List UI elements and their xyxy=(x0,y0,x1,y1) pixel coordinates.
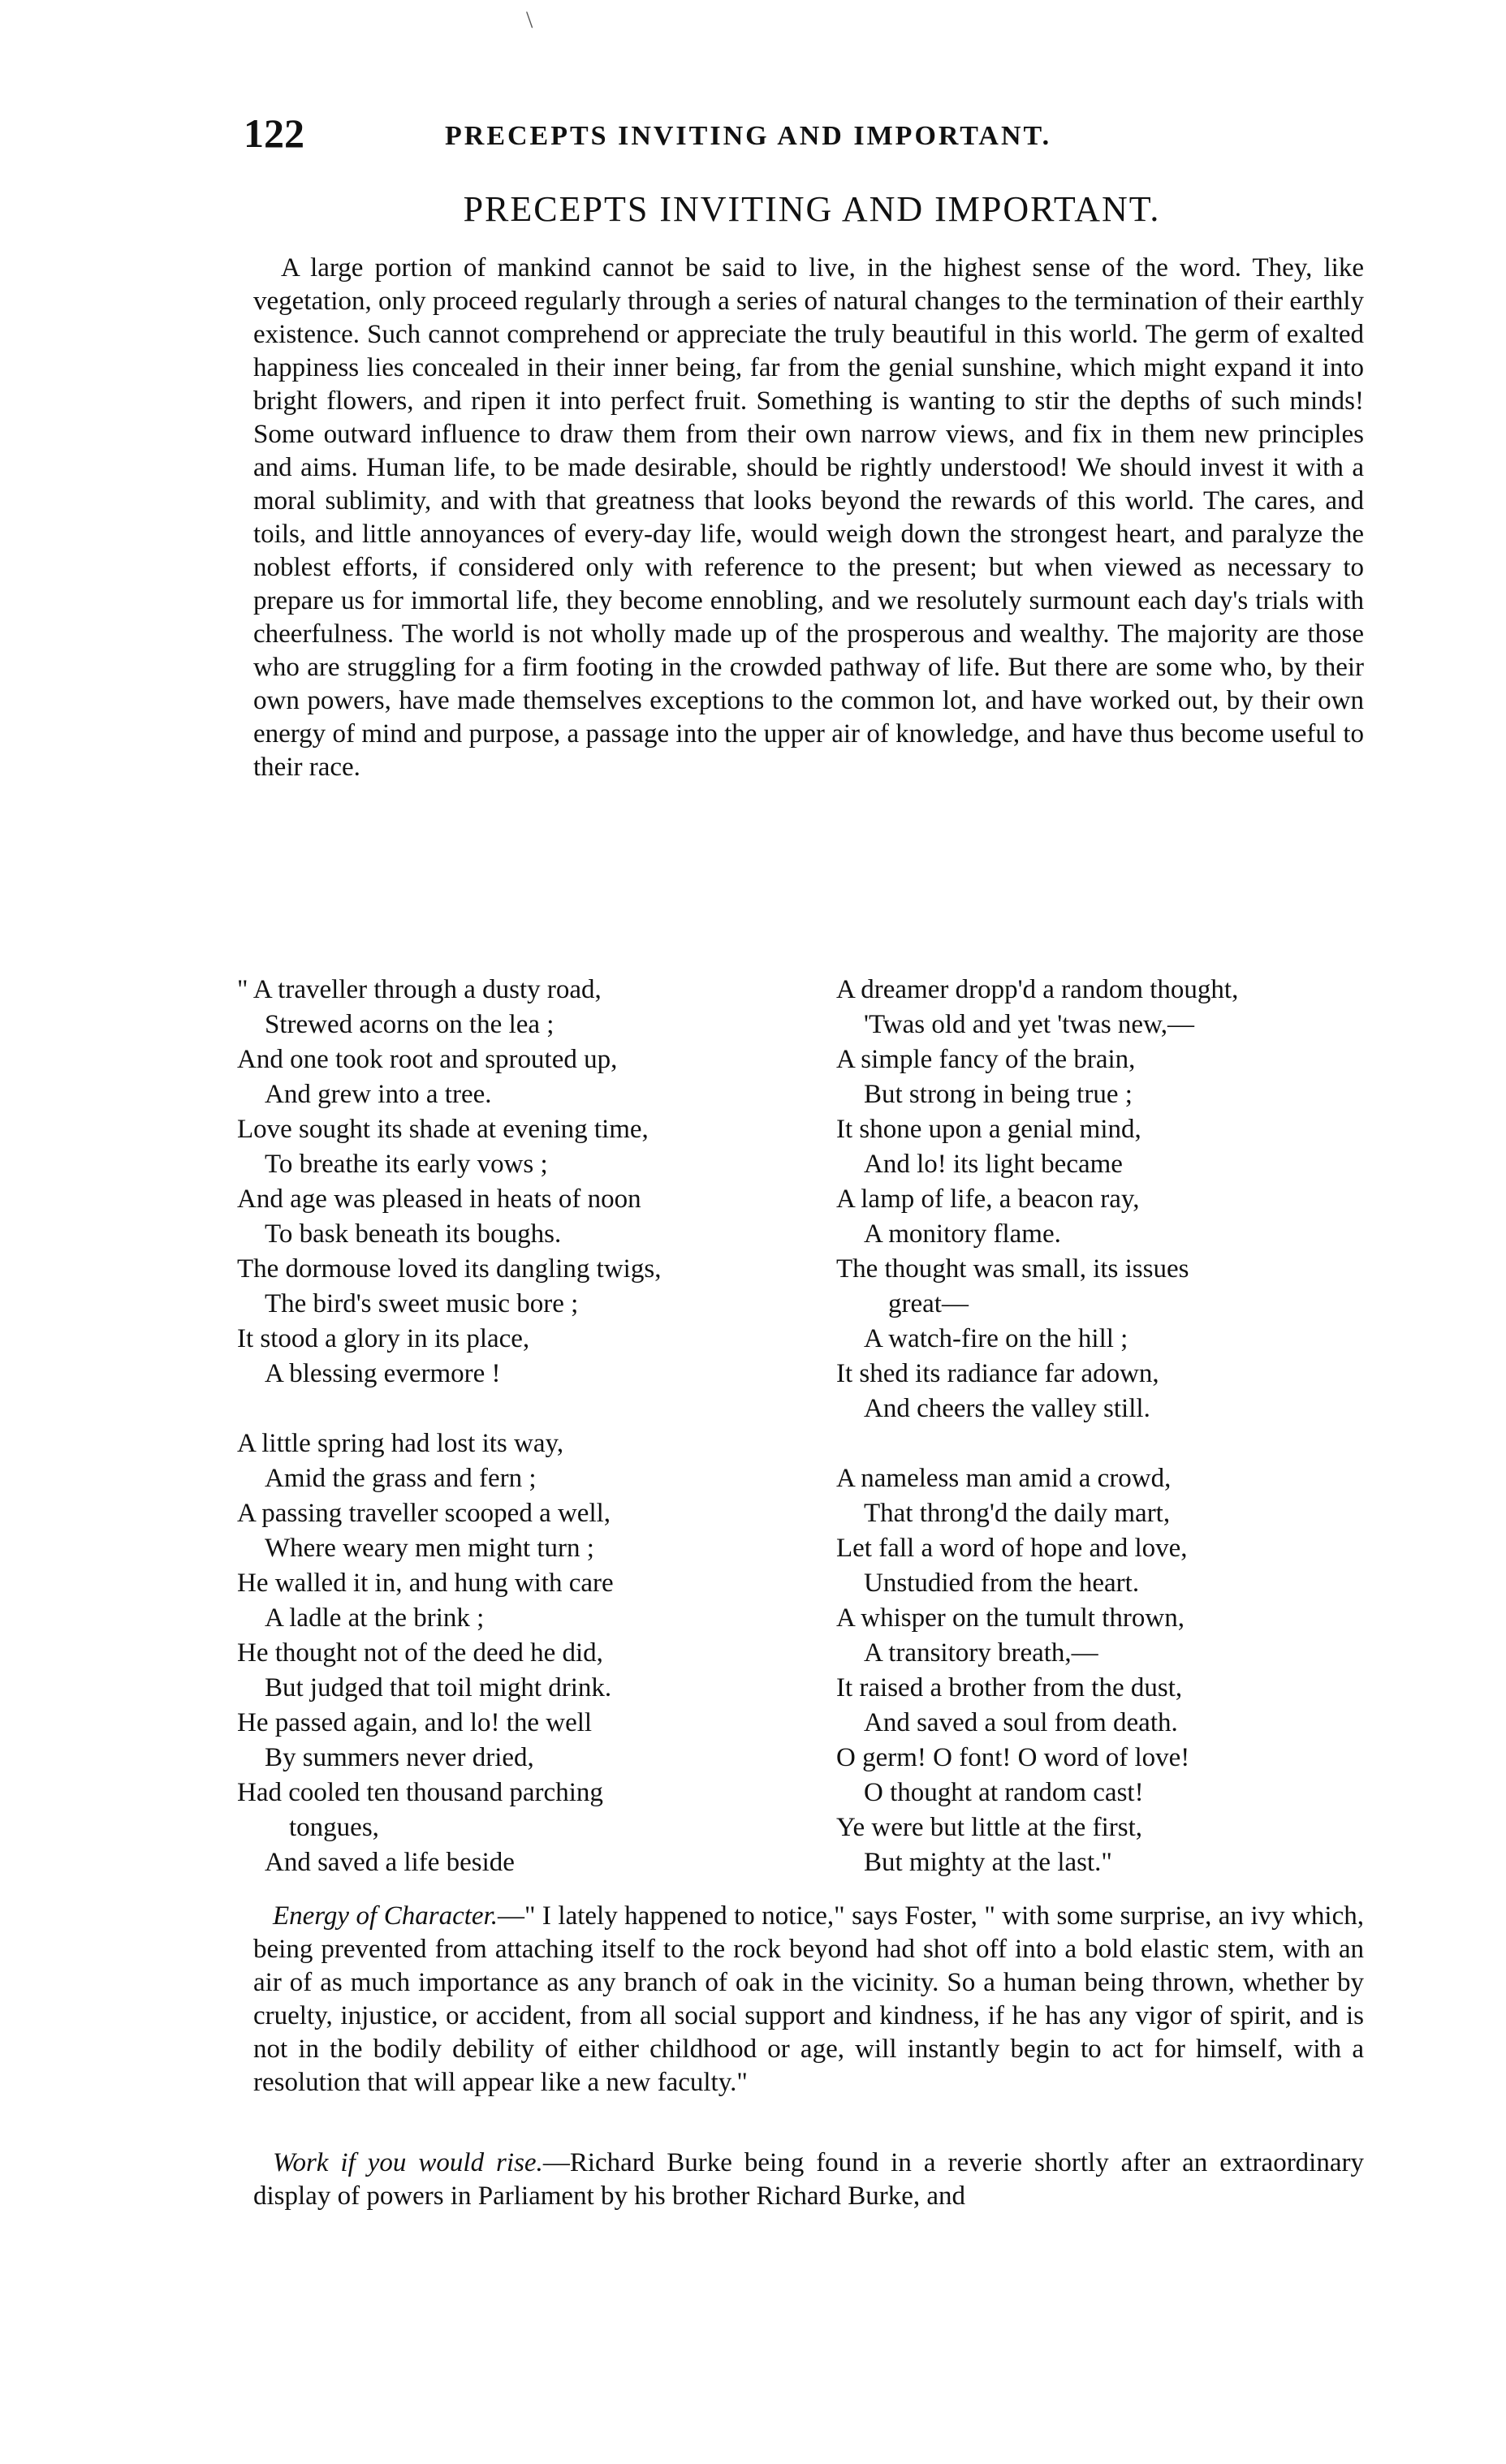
poem-line: It stood a glory in its place, xyxy=(237,1324,530,1353)
poem-line: 'Twas old and yet 'twas new,— xyxy=(864,1010,1195,1039)
energy-of-character-text: —" I lately happened to notice," says Foster, " with some surprise, an ivy which, being prevented from attaching itself to the rock beyond had shot off into a bold elastic stem, with an air of as much importance as any branch of oak in the vicinity. So a human being thrown, whether by cruelty, injustice, or accident, from all social support and kindness, if he has any vigor of spirit, and is not in the bodily debility of either childhood or age, will instantly begin to act for himself, with a resolution that will appear like a new faculty." xyxy=(253,1901,1364,2097)
stanza-break xyxy=(836,1426,1364,1461)
energy-of-character-paragraph xyxy=(253,1900,1364,2099)
poem-line: Unstudied from the heart. xyxy=(864,1569,1140,1598)
poem-line: It shed its radiance far adown, xyxy=(836,1359,1159,1388)
poem-line: And cheers the valley still. xyxy=(864,1394,1150,1423)
poem-line: That throng'd the daily mart, xyxy=(864,1499,1171,1528)
poem-line: And saved a life beside xyxy=(265,1848,515,1877)
poem-line: Let fall a word of hope and love, xyxy=(836,1534,1188,1563)
poem-line: By summers never dried, xyxy=(265,1743,534,1772)
poem-right-column xyxy=(836,973,1364,1880)
poem-line: O thought at random cast! xyxy=(864,1778,1144,1807)
poem-line: It raised a brother from the dust, xyxy=(836,1673,1183,1702)
opening-paragraph: A large portion of mankind cannot be said to live, in the highest sense of the word. They, like vegetation, only proceed regularly through a series of natural changes to the termination of their earthly existence. Such cannot comprehend or appreciate the truly beautiful in this world. The germ of exalted happiness lies concealed in their inner being, far from the genial sunshine, which might expand it into bright flowers, and ripen it into perfect fruit. Something is wanting to stir the depths of such minds! Some outward influence to draw them from their own narrow views, and fix in them new principles and aims. Human life, to be made desirable, should be rightly understood! We should invest it with a moral sublimity, and with that greatness that looks beyond the rewards of this world. The cares, and toils, and little annoyances of every-day life, would weigh down the strongest heart, and paralyze the noblest efforts, if considered only with reference to the present; but when viewed as necessary to prepare us for immortal life, they become ennobling, and we resolutely surmount each day's trials with cheerfulness. The world is not wholly made up of the prosperous and wealthy. The majority are those who are struggling for a firm footing in the crowded pathway of life. But there are some who, by their own powers, have made themselves exceptions to the common lot, and have worked out, by their own energy of mind and purpose, a passage into the upper air of knowledge, and have thus become useful to their race. xyxy=(253,253,1364,782)
poem-line: A dreamer dropp'd a random thought, xyxy=(836,975,1239,1004)
poem-line: The dormouse loved its dangling twigs, xyxy=(237,1254,662,1284)
poem-line: Amid the grass and fern ; xyxy=(265,1464,537,1493)
poem-line: And one took root and sprouted up, xyxy=(237,1045,618,1074)
poem-line: tongues, xyxy=(289,1813,379,1842)
poem-line: O germ! O font! O word of love! xyxy=(836,1743,1190,1772)
poem-line: Had cooled ten thousand parching xyxy=(237,1778,603,1807)
poem-line: A monitory flame. xyxy=(864,1219,1061,1249)
poem-line: A transitory breath,— xyxy=(864,1638,1098,1668)
poem-line: But mighty at the last." xyxy=(864,1848,1112,1877)
poem-line: great— xyxy=(888,1289,969,1318)
poem-line: The thought was small, its issues xyxy=(836,1254,1189,1284)
poem-line: A watch-fire on the hill ; xyxy=(864,1324,1128,1353)
running-title: PRECEPTS INVITING AND IMPORTANT. xyxy=(445,121,1052,151)
poem-line: To bask beneath its boughs. xyxy=(265,1219,562,1249)
poem-line: A passing traveller scooped a well, xyxy=(237,1499,611,1528)
poem-line: It shone upon a genial mind, xyxy=(836,1115,1141,1144)
poem-line: A whisper on the tumult thrown, xyxy=(836,1603,1185,1633)
poem-line: And saved a soul from death. xyxy=(864,1708,1178,1737)
poem-line: A blessing evermore ! xyxy=(265,1359,501,1388)
poem-line: Strewed acorns on the lea ; xyxy=(265,1010,555,1039)
article-title: PRECEPTS INVITING AND IMPORTANT. xyxy=(463,189,1161,229)
poem-line: A little spring had lost its way, xyxy=(237,1429,564,1458)
poem-line: The bird's sweet music bore ; xyxy=(265,1289,579,1318)
poem-line: " A traveller through a dusty road, xyxy=(237,975,602,1004)
work-if-you-would-rise-text: —Richard Burke being found in a reverie shortly after an extraordinary display of powers in Parliament by his brother Richard Burke, and xyxy=(253,2148,1364,2211)
stray-mark: \ xyxy=(526,6,533,33)
running-head xyxy=(244,110,1380,158)
poem-line: And grew into a tree. xyxy=(265,1080,492,1109)
stanza-break xyxy=(237,1392,757,1426)
poem-left-column xyxy=(237,973,757,1880)
poem-line: He passed again, and lo! the well xyxy=(237,1708,593,1737)
energy-of-character-heading: Energy of Character. xyxy=(273,1901,498,1931)
poem-line: And age was pleased in heats of noon xyxy=(237,1185,641,1214)
poem-line: To breathe its early vows ; xyxy=(265,1150,548,1179)
poem-line: He thought not of the deed he did, xyxy=(237,1638,603,1668)
poem-line: But strong in being true ; xyxy=(864,1080,1133,1109)
poem-line: A lamp of life, a beacon ray, xyxy=(836,1185,1140,1214)
poem-line: But judged that toil might drink. xyxy=(265,1673,612,1702)
poem-line: A simple fancy of the brain, xyxy=(836,1045,1136,1074)
poem-line: He walled it in, and hung with care xyxy=(237,1569,614,1598)
work-if-you-would-rise-heading: Work if you would rise. xyxy=(273,2148,543,2177)
poem-line: A ladle at the brink ; xyxy=(265,1603,485,1633)
page-number: 122 xyxy=(244,110,304,156)
poem-line: Ye were but little at the first, xyxy=(836,1813,1142,1842)
poem-line: A nameless man amid a crowd, xyxy=(836,1464,1172,1493)
poem-line: And lo! its light became xyxy=(864,1150,1123,1179)
work-if-you-would-rise-paragraph xyxy=(253,2147,1364,2213)
poem-line: Where weary men might turn ; xyxy=(265,1534,594,1563)
poem-line: Love sought its shade at evening time, xyxy=(237,1115,649,1144)
